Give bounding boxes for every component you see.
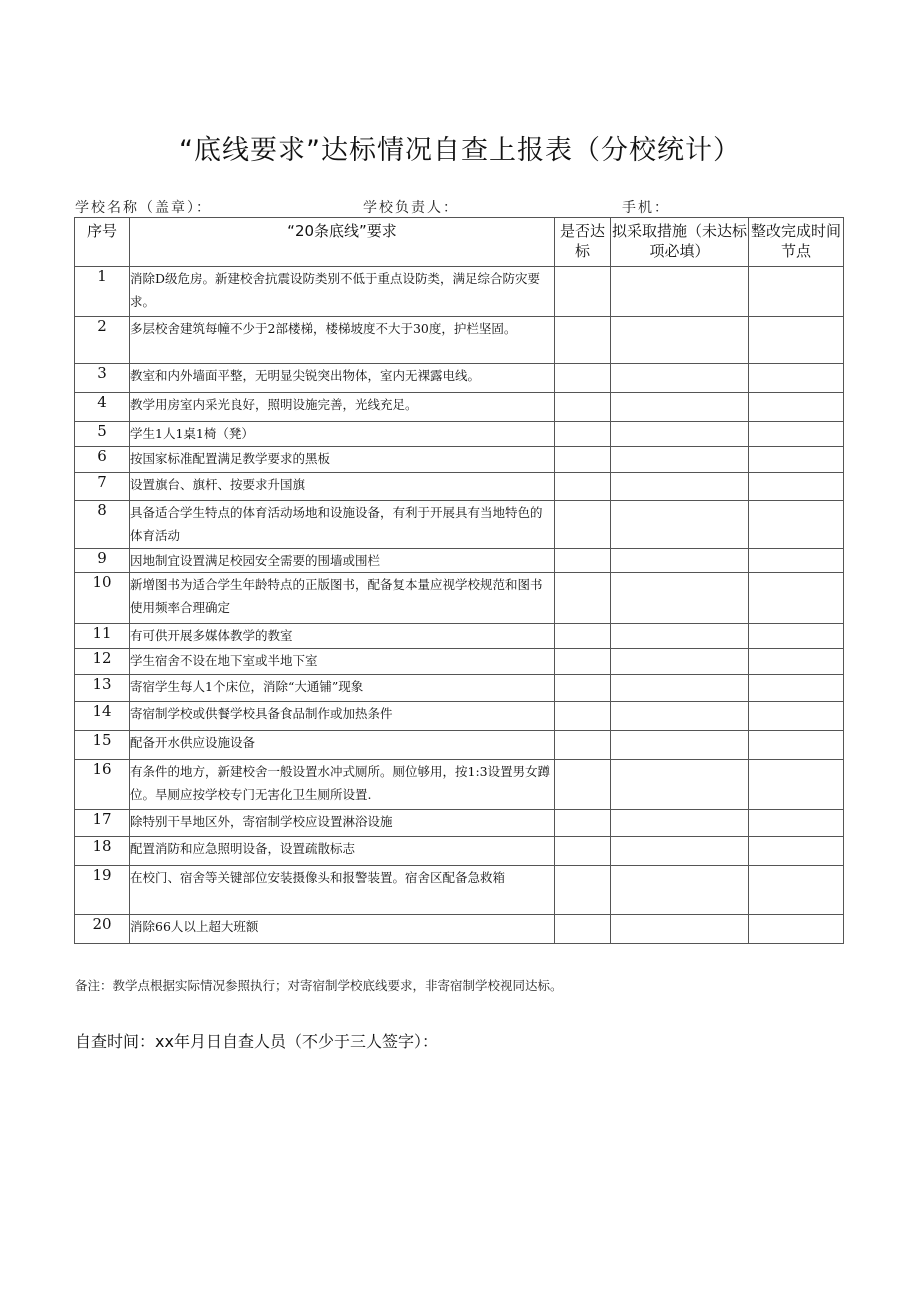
measures-cell[interactable] [611, 317, 749, 364]
measures-cell[interactable] [611, 393, 749, 422]
compliant-cell[interactable] [555, 702, 611, 731]
row-number: 14 [75, 702, 130, 731]
row-number: 17 [75, 810, 130, 837]
row-requirement: 按国家标准配置满足教学要求的黑板 [130, 447, 555, 473]
compliant-cell[interactable] [555, 364, 611, 393]
compliant-cell[interactable] [555, 760, 611, 810]
row-number: 8 [75, 501, 130, 549]
row-number: 3 [75, 364, 130, 393]
row-requirement: 寄宿制学校或供餐学校具备食品制作或加热条件 [130, 702, 555, 731]
compliant-cell[interactable] [555, 675, 611, 702]
row-number: 2 [75, 317, 130, 364]
deadline-cell[interactable] [749, 473, 844, 501]
header-compliant: 是否达标 [555, 218, 611, 267]
measures-cell[interactable] [611, 473, 749, 501]
deadline-cell[interactable] [749, 760, 844, 810]
table-header-row [75, 218, 844, 267]
deadline-cell[interactable] [749, 549, 844, 573]
deadline-cell[interactable] [749, 866, 844, 915]
row-number: 4 [75, 393, 130, 422]
row-requirement: 在校门、宿舍等关键部位安装摄像头和报警装置。宿舍区配备急救箱 [130, 866, 555, 915]
table-row [75, 731, 844, 760]
measures-cell[interactable] [611, 501, 749, 549]
deadline-cell[interactable] [749, 422, 844, 447]
table-row [75, 501, 844, 549]
compliant-cell[interactable] [555, 267, 611, 317]
deadline-cell[interactable] [749, 837, 844, 866]
row-number: 9 [75, 549, 130, 573]
deadline-cell[interactable] [749, 267, 844, 317]
measures-cell[interactable] [611, 702, 749, 731]
row-number: 10 [75, 573, 130, 624]
compliant-cell[interactable] [555, 731, 611, 760]
row-number: 6 [75, 447, 130, 473]
row-number: 13 [75, 675, 130, 702]
table-row [75, 649, 844, 675]
table-row [75, 422, 844, 447]
row-requirement: 有条件的地方，新建校舍一般设置水冲式厕所。厕位够用，按1:3设置男女蹲位。旱厕应按学校专门无害化卫生厕所设置. [130, 760, 555, 810]
row-requirement: 学生1人1桌1椅（凳） [130, 422, 555, 447]
row-requirement: 教室和内外墙面平整，无明显尖锐突出物体，室内无裸露电线。 [130, 364, 555, 393]
measures-cell[interactable] [611, 866, 749, 915]
row-requirement: 有可供开展多媒体教学的教室 [130, 624, 555, 649]
measures-cell[interactable] [611, 810, 749, 837]
row-number: 18 [75, 837, 130, 866]
compliant-cell[interactable] [555, 473, 611, 501]
measures-cell[interactable] [611, 549, 749, 573]
compliant-cell[interactable] [555, 649, 611, 675]
row-number: 5 [75, 422, 130, 447]
measures-cell[interactable] [611, 837, 749, 866]
measures-cell[interactable] [611, 675, 749, 702]
deadline-cell[interactable] [749, 364, 844, 393]
row-requirement: 除特别干旱地区外，寄宿制学校应设置淋浴设施 [130, 810, 555, 837]
deadline-cell[interactable] [749, 393, 844, 422]
deadline-cell[interactable] [749, 731, 844, 760]
compliant-cell[interactable] [555, 549, 611, 573]
row-requirement: 设置旗台、旗杆、按要求升国旗 [130, 473, 555, 501]
table-row [75, 915, 844, 944]
phone-label: 手机： [622, 200, 670, 216]
page-title: “底线要求”达标情况自查上报表（分校统计） [179, 135, 741, 166]
deadline-cell[interactable] [749, 317, 844, 364]
row-requirement: 寄宿学生每人1个床位，消除“大通铺”现象 [130, 675, 555, 702]
compliant-cell[interactable] [555, 393, 611, 422]
row-number: 16 [75, 760, 130, 810]
row-requirement: 因地制宜设置满足校园安全需要的围墙或围栏 [130, 549, 555, 573]
compliant-cell[interactable] [555, 624, 611, 649]
table-row [75, 624, 844, 649]
deadline-cell[interactable] [749, 915, 844, 944]
row-number: 19 [75, 866, 130, 915]
measures-cell[interactable] [611, 573, 749, 624]
deadline-cell[interactable] [749, 675, 844, 702]
row-requirement: 配置消防和应急照明设备，设置疏散标志 [130, 837, 555, 866]
table-row [75, 393, 844, 422]
table-row [75, 675, 844, 702]
table-row [75, 866, 844, 915]
row-number: 1 [75, 267, 130, 317]
row-requirement: 消除66人以上超大班额 [130, 915, 555, 944]
header-measures: 拟采取措施（未达标项必填） [611, 218, 749, 267]
compliant-cell[interactable] [555, 447, 611, 473]
table-row [75, 549, 844, 573]
deadline-cell[interactable] [749, 501, 844, 549]
measures-cell[interactable] [611, 731, 749, 760]
table-row [75, 267, 844, 317]
row-number: 11 [75, 624, 130, 649]
header-requirement: “20条底线”要求 [130, 218, 555, 267]
measures-cell[interactable] [611, 760, 749, 810]
compliant-cell[interactable] [555, 573, 611, 624]
deadline-cell[interactable] [749, 702, 844, 731]
deadline-cell[interactable] [749, 624, 844, 649]
compliant-cell[interactable] [555, 317, 611, 364]
row-requirement: 具备适合学生特点的体育活动场地和设施设备，有利于开展具有当地特色的体育活动 [130, 501, 555, 549]
footnote: 备注：教学点根据实际情况参照执行；对寄宿制学校底线要求，非寄宿制学校视同达标。 [75, 978, 563, 993]
deadline-cell[interactable] [749, 810, 844, 837]
measures-cell[interactable] [611, 364, 749, 393]
measures-cell[interactable] [611, 624, 749, 649]
compliant-cell[interactable] [555, 810, 611, 837]
table-row [75, 473, 844, 501]
deadline-cell[interactable] [749, 649, 844, 675]
measures-cell[interactable] [611, 915, 749, 944]
self-check-table [74, 217, 844, 944]
table-row [75, 447, 844, 473]
measures-cell[interactable] [611, 422, 749, 447]
compliant-cell[interactable] [555, 837, 611, 866]
row-requirement: 教学用房室内采光良好，照明设施完善，光线充足。 [130, 393, 555, 422]
row-requirement: 新增图书为适合学生年龄特点的正版图书，配备复本量应视学校规范和图书使用频率合理确定 [130, 573, 555, 624]
compliant-cell[interactable] [555, 422, 611, 447]
header-deadline: 整改完成时间节点 [749, 218, 844, 267]
table-row [75, 837, 844, 866]
row-requirement: 配备开水供应设施设备 [130, 731, 555, 760]
measures-cell[interactable] [611, 649, 749, 675]
compliant-cell[interactable] [555, 866, 611, 915]
table-row [75, 702, 844, 731]
self-check-line: 自查时间：xx年月日自查人员（不少于三人签字）： [75, 1032, 438, 1051]
table-row [75, 317, 844, 364]
table-row [75, 364, 844, 393]
table-row [75, 760, 844, 810]
compliant-cell[interactable] [555, 915, 611, 944]
row-requirement: 多层校舍建筑每幢不少于2部楼梯，楼梯坡度不大于30度，护栏坚固。 [130, 317, 555, 364]
row-requirement: 消除D级危房。新建校舍抗震设防类别不低于重点设防类，满足综合防灾要求。 [130, 267, 555, 317]
school-name-label: 学校名称（盖章）： [75, 200, 212, 216]
row-number: 20 [75, 915, 130, 944]
header-seq: 序号 [75, 218, 130, 267]
measures-cell[interactable] [611, 447, 749, 473]
row-number: 7 [75, 473, 130, 501]
compliant-cell[interactable] [555, 501, 611, 549]
table-row [75, 810, 844, 837]
row-number: 15 [75, 731, 130, 760]
principal-label: 学校负责人： [363, 200, 459, 216]
deadline-cell[interactable] [749, 447, 844, 473]
row-number: 12 [75, 649, 130, 675]
row-requirement: 学生宿舍不设在地下室或半地下室 [130, 649, 555, 675]
measures-cell[interactable] [611, 267, 749, 317]
deadline-cell[interactable] [749, 573, 844, 624]
table-row [75, 573, 844, 624]
